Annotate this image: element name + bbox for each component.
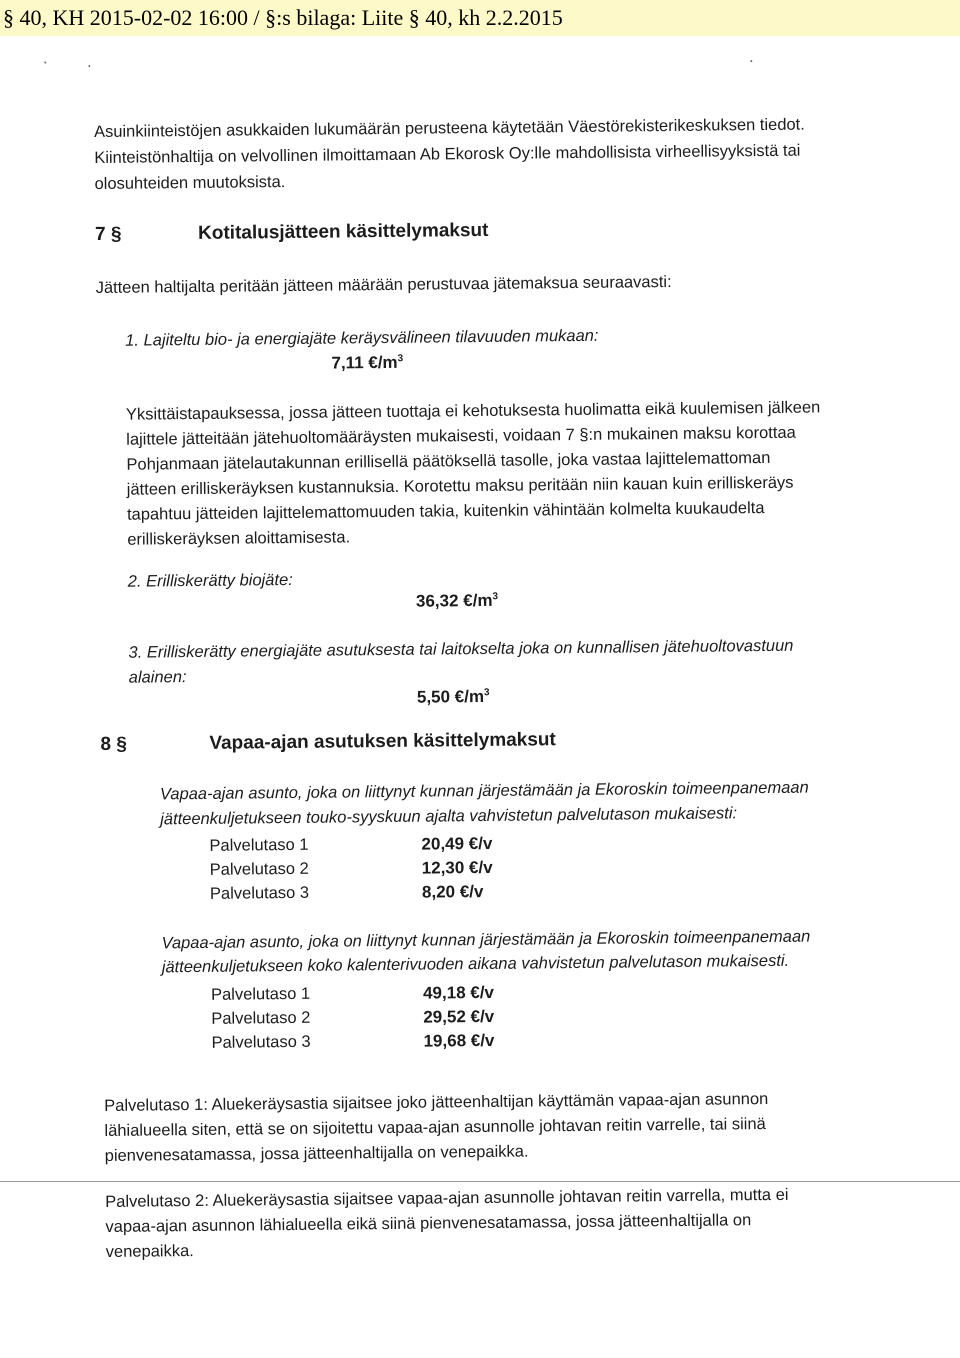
intro-line: Asuinkiinteistöjen asukkaiden lukumäärän perusteena käytetään Väestörekisterikeskuksen tiedot. bbox=[93, 115, 805, 142]
group2-intro: jätteenkuljetukseen koko kalenterivuoden aikana vahvistetun palvelutason mukaisesti. bbox=[161, 951, 790, 977]
header-text: § 40, KH 2015-02-02 16:00 / §:s bilaga: Liite § 40, kh 2.2.2015 bbox=[3, 5, 563, 30]
scan-speck bbox=[750, 60, 752, 62]
group1-intro: Vapaa-ajan asunto, joka on liittynyt kunnan järjestämään ja Ekoroskin toimeenpanemaan bbox=[159, 778, 809, 804]
group1-intro: jätteenkuljetukseen touko-syyskuun ajalta vahvistetun palvelutason mukaisesti: bbox=[160, 804, 738, 829]
item1-paragraph-line: tapahtuu jätteiden lajittelemattomuuden takia, kuitenkin vähintään kolmelta kuukaudelta bbox=[126, 499, 765, 524]
section8-number: 8 § bbox=[100, 733, 127, 755]
group2-tier-label: Palvelutaso 3 bbox=[211, 1032, 311, 1052]
item3-price: 5,50 $€/m^3$ bbox=[416, 686, 490, 707]
scan-speck bbox=[88, 65, 90, 67]
item3-label: alainen: bbox=[128, 668, 187, 687]
group1-tier-label: Palvelutaso 2 bbox=[209, 859, 309, 879]
item1-paragraph-line: erilliskeräyksen aloittamisesta. bbox=[127, 528, 351, 549]
group1-tier-price: 20,49 €/v bbox=[421, 833, 493, 854]
note2-line: venepaikka. bbox=[105, 1242, 194, 1261]
item1-paragraph-line: Yksittäistapauksessa, jossa jätteen tuottaja ei kehotuksesta huolimatta eikä kuulemisen jälkeen bbox=[125, 398, 821, 424]
group2-tier-price: 29,52 €/v bbox=[423, 1006, 495, 1027]
intro-line: Kiinteistönhaltija on velvollinen ilmoittamaan Ab Ekorosk Oy:lle mahdollisista virheellisyyksistä tai bbox=[94, 141, 801, 168]
section7-number: 7 § bbox=[94, 223, 122, 246]
note1-line: lähialueella siten, että se on sijoitettu vapaa-ajan asunnolle johtavan reitin varrelle, tai siinä bbox=[104, 1115, 766, 1140]
group1-tier-price: 12,30 €/v bbox=[421, 857, 493, 878]
item1-paragraph-line: Pohjanmaan jätelautakunnan erillisellä päätöksellä tasolle, joka vastaa lajittelemattoman bbox=[126, 448, 771, 474]
scan-fold-line bbox=[0, 1181, 960, 1182]
item1-price: 7,11 $€/m^3$ bbox=[331, 352, 404, 373]
scan-speck bbox=[44, 62, 46, 64]
group2-tier-price: 19,68 €/v bbox=[423, 1030, 495, 1051]
section8-title: Vapaa-ajan asutuksen käsittelymaksut bbox=[209, 729, 556, 754]
group1-tier-label: Palvelutaso 3 bbox=[209, 883, 310, 903]
group2-tier-label: Palvelutaso 2 bbox=[211, 1008, 311, 1028]
item2-label: 2. Erilliskerätty biojäte: bbox=[127, 570, 293, 591]
note1-line: Palvelutaso 1: Aluekeräysastia sijaitsee joko jätteenhaltijan käyttämän vapaa-ajan asunnon bbox=[104, 1090, 769, 1115]
section7-title: Kotitalusjätteen käsittelymaksut bbox=[197, 219, 489, 244]
group1-tier-label: Palvelutaso 1 bbox=[209, 835, 309, 855]
scanned-page bbox=[0, 26, 960, 1358]
group1-tier-price: 8,20 €/v bbox=[421, 881, 484, 902]
section7-lead: Jätteen haltijalta peritään jätteen määrään perustuvaa jätemaksua seuraavasti: bbox=[95, 272, 672, 298]
item2-price: 36,32 $€/m^3$ bbox=[415, 590, 499, 611]
item3-label: 3. Erilliskerätty energiajäte asutuksesta tai laitokselta joka on kunnallisen jätehuoltovastuun bbox=[128, 636, 794, 662]
group2-tier-price: 49,18 €/v bbox=[422, 982, 495, 1003]
item1-paragraph-line: jätteen erilliskeräyksen kustannuksia. Korotettu maksu peritään niin kauan kuin erilliskeräys bbox=[126, 473, 794, 499]
item1-paragraph-line: lajittele jätteitään jätehuoltomääräysten mukaisesti, voidaan 7 §:n mukainen maksu korottaa bbox=[126, 423, 796, 449]
group2-intro: Vapaa-ajan asunto, joka on liittynyt kunnan järjestämään ja Ekoroskin toimeenpanemaan bbox=[161, 927, 811, 953]
group2-tier-label: Palvelutaso 1 bbox=[210, 984, 311, 1004]
item1-label: 1. Lajiteltu bio- ja energiajäte keräysvälineen tilavuuden mukaan: bbox=[125, 326, 599, 350]
note2-line: Palvelutaso 2: Aluekeräysastia sijaitsee vapaa-ajan asunnolle johtavan reitin varrella, mutta ei bbox=[105, 1185, 789, 1211]
note2-line: vapaa-ajan asunnon lähialueella eikä siinä pienvenesatamassa, jossa jätteenhaltijalla on bbox=[105, 1211, 752, 1236]
intro-line: olosuhteiden muutoksista. bbox=[94, 173, 286, 194]
note1-line: pienvenesatamassa, jossa jätteenhaltijalla on venepaikka. bbox=[104, 1142, 529, 1165]
